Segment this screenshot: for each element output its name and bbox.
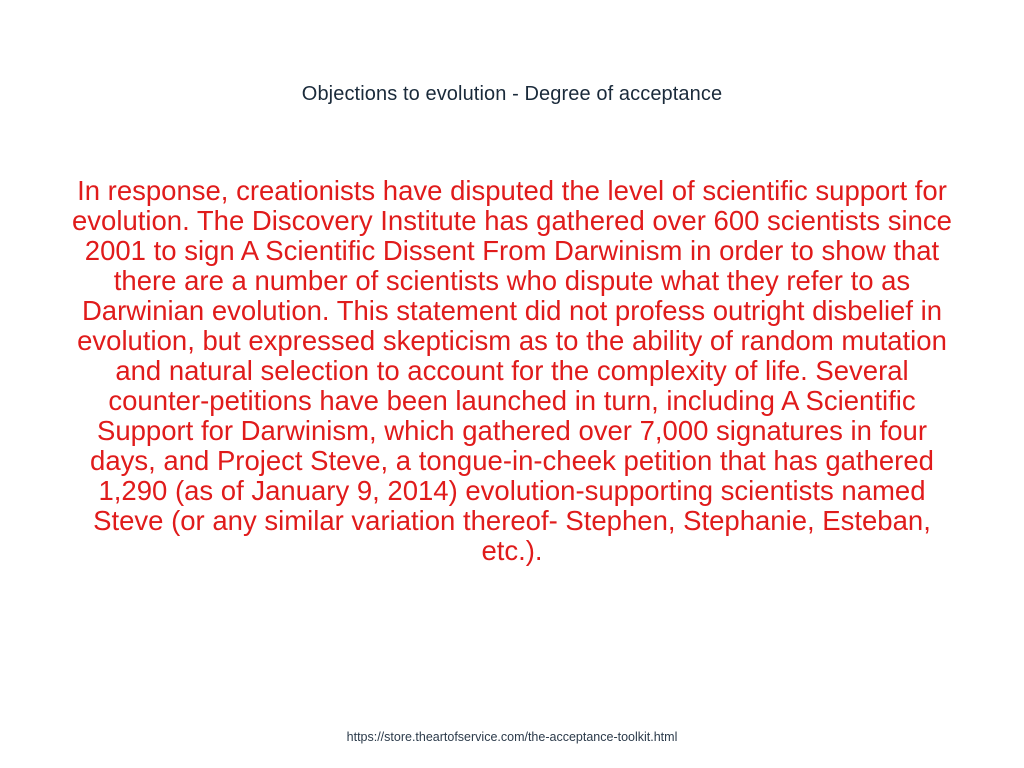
slide-body-text: In response, creationists have disputed the level of scientific support for evolution. The Discovery Institute has gathered over 600 scientists since 2001 to sign A Scientific Dissent From Darwinism in order to show that there are a number of scientists who dispute what they refer to as Darwinian evolution. This statement did not profess outright disbelief in evolution, but expressed skepticism as to the ability of random mutation and natural selection to account for the complexity of life. Several counter-petitions have been launched in turn, including A Scientific Support for Darwinism, which gathered over 7,000 signatures in four days, and Project Steve, a tongue-in-cheek petition that has gathered 1,290 (as of January 9, 2014) evolution-supporting scientists named Steve (or any similar variation thereof- Stephen, Stephanie, Esteban, etc.). — [72, 175, 952, 566]
slide-footer-url: https://store.theartofservice.com/the-acceptance-toolkit.html — [346, 730, 678, 744]
slide-title: Objections to evolution - Degree of acceptance — [301, 83, 723, 105]
